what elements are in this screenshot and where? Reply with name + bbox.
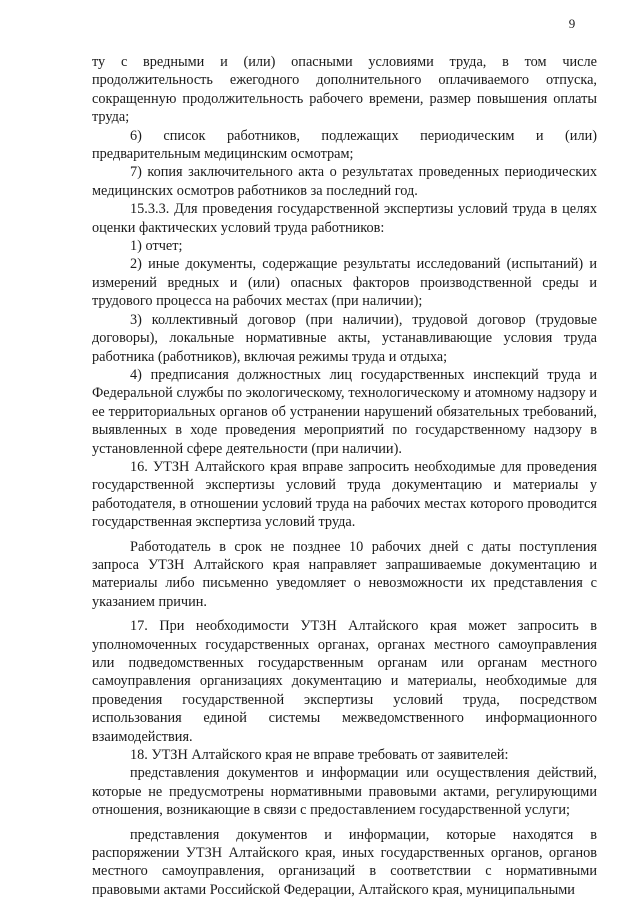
paragraph-sub-1: 1) отчет;: [130, 238, 183, 255]
paragraph-item-6: 6) список работников, подлежащих периодическим и (или) предварительным медицинским осмотрам;: [92, 127, 597, 163]
paragraph-17: 17. При необходимости УТЗН Алтайского края может запросить в уполномоченных государственных органах, органах местного самоуправления или подведомственных государственным органам или органам местного самоуправления организациях документацию и материалы, необходимые для проведения государственной экспертизы условий труда, посредством использования единой системы межведомственного информационного взаимодействия.: [92, 618, 597, 745]
paragraph-18: 18. УТЗН Алтайского края не вправе требовать от заявителей:: [130, 747, 509, 764]
paragraph-15-3-3: 15.3.3. Для проведения государственной экспертизы условий труда в целях оценки фактических условий труда работников:: [92, 201, 597, 236]
paragraph-sub-2: 2) иные документы, содержащие результаты исследований (испытаний) и измерений вредных и (или) опасных факторов производственной среды и трудового процесса на рабочих местах (при наличии);: [92, 256, 597, 310]
paragraph-sub-3: 3) коллективный договор (при наличии), трудовой договор (трудовые договоры), локальные нормативные акты, устанавливающие условия труда работника (работников), включая режимы труда и отдыха;: [92, 311, 597, 365]
paragraph-employer-deadline: Работодатель в срок не позднее 10 рабочих дней с даты поступления запроса УТЗН Алтайского края направляет запрашиваемые документацию и материалы либо письменно уведомляет о невозможности их представления с указанием причин.: [92, 538, 597, 610]
page-number: 9: [568, 16, 576, 31]
paragraph-sub-4: 4) предписания должностных лиц государственных инспекций труда и Федеральной службы по экологическому, технологическому и атомному надзору и ее территориальных органов об устранении нарушений обязательных требований, выявленных в ходе проведения мероприятий по государственному надзору в установленной сфере деятельности (при наличии).: [92, 366, 597, 457]
document-body: [92, 53, 597, 899]
paragraph-18-item-b: представления документов и информации, которые находятся в распоряжении УТЗН Алтайского края, иных государственных органов, органов местного самоуправления, организаций в соответствии с нормативными правовыми актами Российской Федерации, Алтайского края, муниципальными: [92, 826, 597, 898]
paragraph-16: 16. УТЗН Алтайского края вправе запросить необходимые для проведения государственной экспертизы условий труда документацию и материалы у работодателя, в отношении условий труда на рабочих местах которого проводится государственная экспертиза условий труда.: [92, 458, 597, 531]
paragraph-hazard-conditions-tail: ту с вредными и (или) опасными условиями труда, в том числе продолжительность ежегодного дополнительного оплачиваемого отпуска, сокращенную продолжительность рабочего времени, размер повышения оплаты труда;: [92, 54, 597, 126]
paragraph-item-7: 7) копия заключительного акта о результатах проведенных периодических медицинских осмотров работников за последний год.: [92, 164, 597, 199]
paragraph-18-item-a: представления документов и информации или осуществления действий, которые не предусмотрены нормативными правовыми актами, регулирующими отношения, возникающие в связи с предоставлением государственной услуги;: [92, 765, 597, 819]
